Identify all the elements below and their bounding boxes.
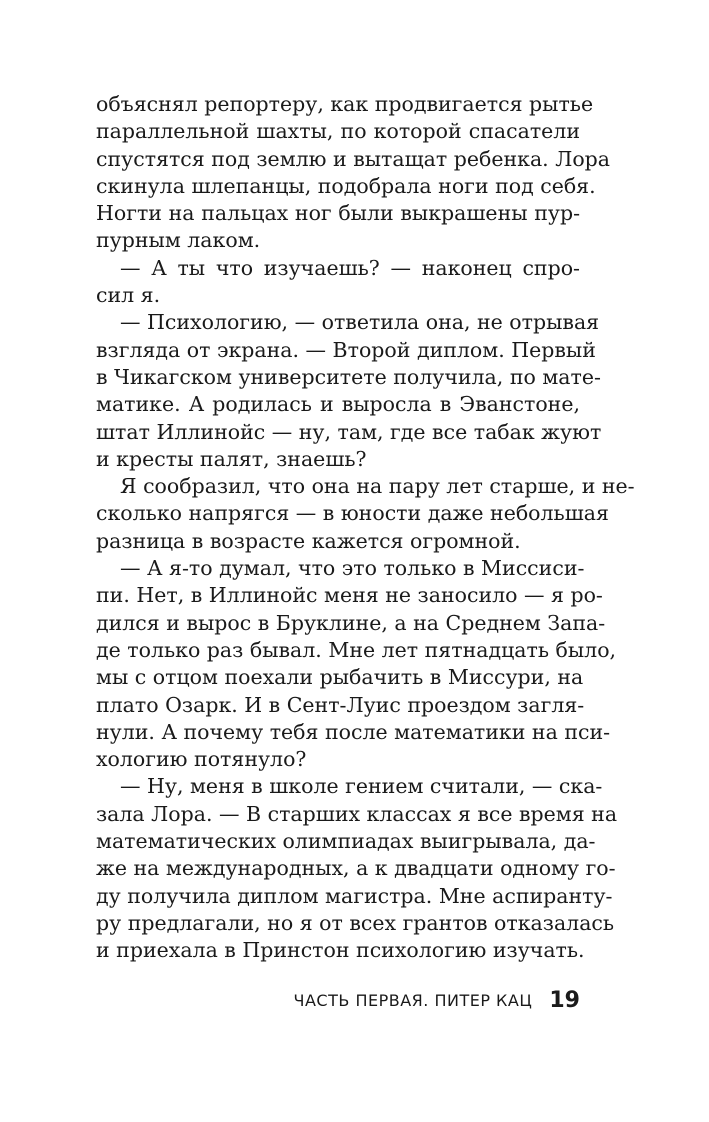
text-line: скинула шлепанцы, подобрала ноги под себя. <box>96 173 596 198</box>
text-line: нули. А почему тебя после математики на пси- <box>96 719 611 744</box>
text-line: пурным лаком. <box>96 228 261 253</box>
text-line: ру предлагали, но я от всех грантов отказалась <box>96 910 615 935</box>
text-line: же на международных, а к двадцати одному го- <box>96 856 616 881</box>
text-line: сколько напрягся — в юности даже небольшая <box>96 501 609 526</box>
text-line: штат Иллинойс — ну, там, где все табак жуют <box>96 419 602 444</box>
text-line: де только раз бывал. Мне лет пятнадцать было, <box>96 637 617 662</box>
text-line: параллельной шахты, по которой спасатели <box>96 119 580 144</box>
text-line: — Ну, меня в школе гением считали, — ска- <box>120 774 603 799</box>
text-line: пи. Нет, в Иллинойс меня не заносило — я ро- <box>96 583 603 608</box>
text-line: — А я-то думал, что это только в Миссиси- <box>120 556 585 581</box>
text-line: ду получила диплом магистра. Мне аспиранту- <box>96 883 613 908</box>
text-line: Я сообразил, что она на пару лет старше, и не- <box>120 474 635 499</box>
text-line: взгляда от экрана. — Второй диплом. Первый <box>96 337 596 362</box>
text-line: матике. А родилась и выросла в Эванстоне, <box>96 392 580 417</box>
text-line: Ногти на пальцах ног были выкрашены пур- <box>96 201 580 226</box>
text-line: мы с отцом поехали рыбачить в Миссури, на <box>96 665 584 690</box>
text-line: дился и вырос в Бруклине, а на Среднем Запа- <box>96 610 606 635</box>
text-line: математических олимпиадах выигрывала, да- <box>96 829 596 854</box>
text-line: и приехала в Принстон психологию изучать. <box>96 938 585 963</box>
text-line: — А ты что изучаешь? — наконец спро- <box>120 255 580 280</box>
text-line: спустятся под землю и вытащат ребенка. Лора <box>96 146 611 171</box>
text-line: в Чикагском университете получила, по мате- <box>96 364 601 389</box>
text-line: — Психологию, — ответила она, не отрывая <box>120 310 600 335</box>
text-line: и кресты палят, знаешь? <box>96 446 367 471</box>
text-line: зала Лора. — В старших классах я все время на <box>96 801 618 826</box>
page-footer <box>0 988 580 1013</box>
text-line: плато Озарк. И в Сент-Луис проездом загля- <box>96 692 585 717</box>
book-page-text <box>96 91 635 965</box>
text-line: разница в возрасте кажется огромной. <box>96 528 521 553</box>
running-head: ЧАСТЬ ПЕРВАЯ. ПИТЕР КАЦ <box>293 991 533 1010</box>
text-line: объяснял репортеру, как продвигается рытье <box>96 92 594 116</box>
text-line: сил я. <box>96 283 161 308</box>
page-number: 19 <box>549 988 580 1013</box>
text-line: хологию потянуло? <box>96 747 307 772</box>
